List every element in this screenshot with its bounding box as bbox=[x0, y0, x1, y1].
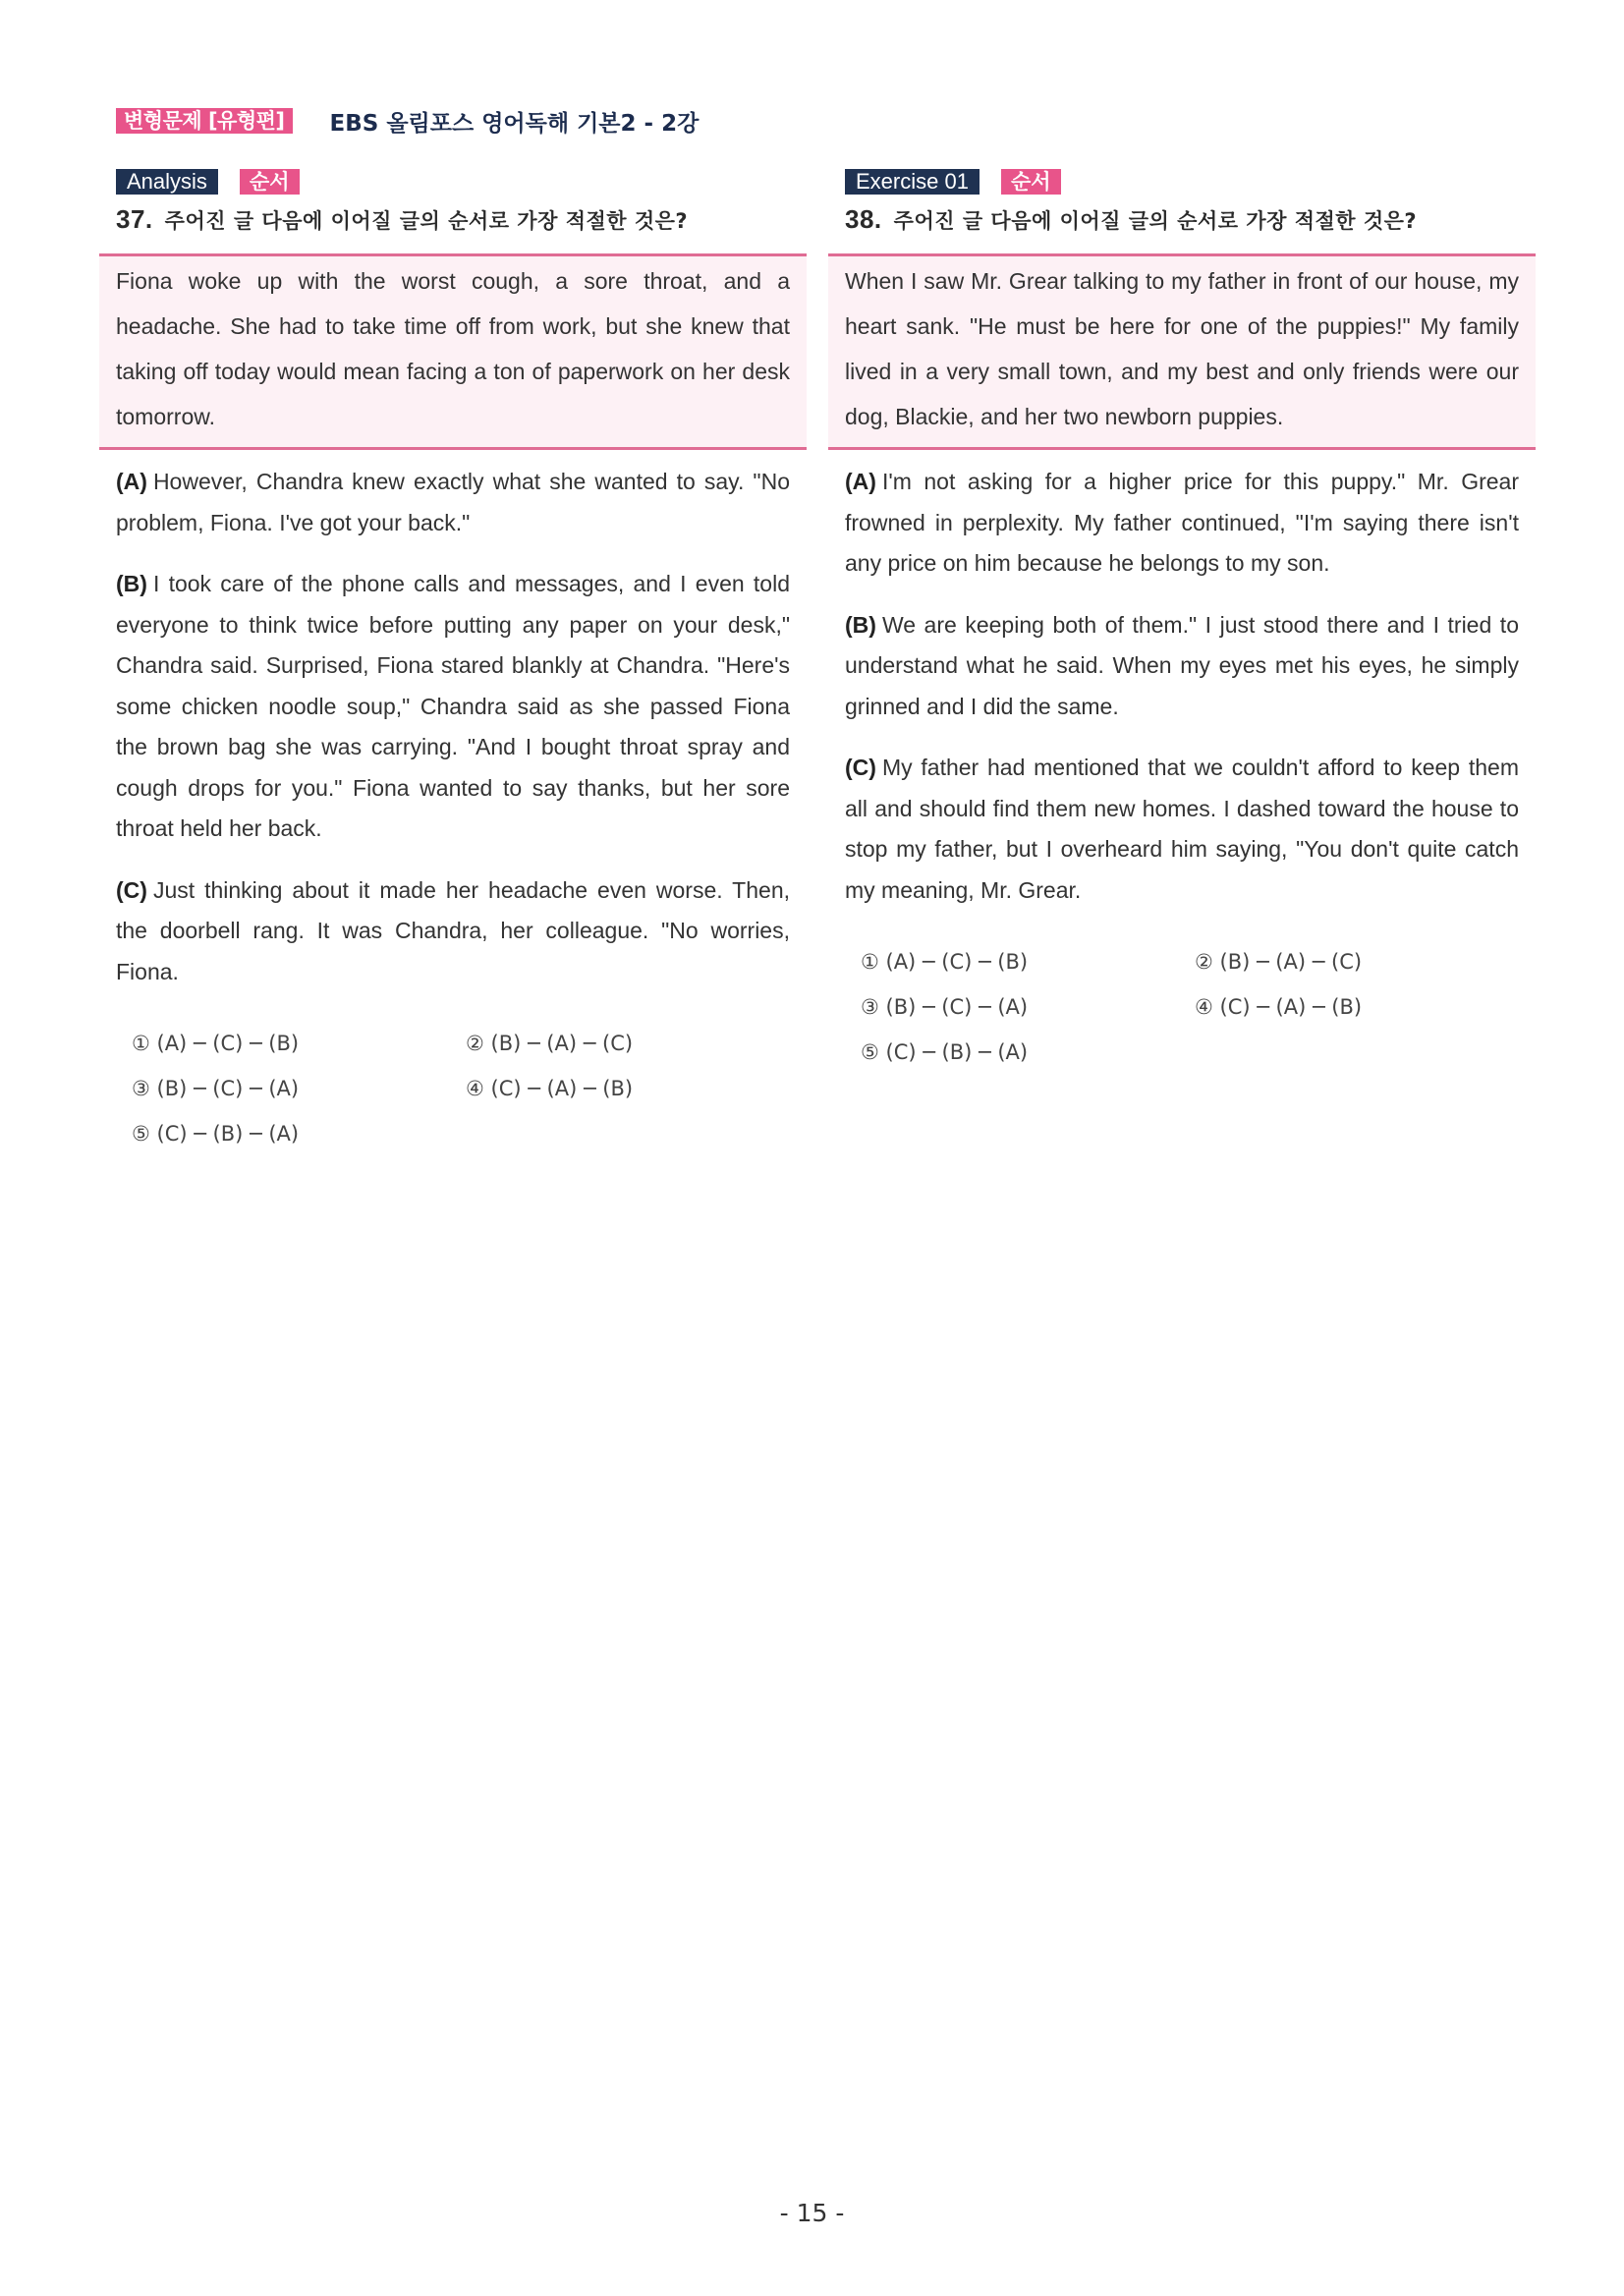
passage-mark: (C) bbox=[116, 876, 147, 903]
passage-text: However, Chandra knew exactly what she wanted to say. "No problem, Fiona. I've got your back." bbox=[116, 469, 790, 535]
answer-choices bbox=[132, 1026, 790, 1152]
header-tag: 변형문제 [유형편] bbox=[116, 108, 293, 134]
page-header bbox=[116, 106, 699, 136]
analysis-label: Analysis bbox=[116, 169, 218, 195]
passage-c bbox=[845, 748, 1519, 911]
choice-1[interactable]: ① (A) ─ (C) ─ (B) bbox=[861, 950, 1029, 974]
question-text: 주어진 글 다음에 이어질 글의 순서로 가장 적절한 것은? bbox=[893, 209, 1418, 233]
choice-1[interactable]: ① (A) ─ (C) ─ (B) bbox=[132, 1032, 300, 1055]
question-text: 주어진 글 다음에 이어질 글의 순서로 가장 적절한 것은? bbox=[164, 209, 689, 233]
page-number: - 15 - bbox=[779, 2199, 845, 2227]
choice-2[interactable]: ② (B) ─ (A) ─ (C) bbox=[1195, 950, 1363, 974]
question-38-column bbox=[845, 169, 1519, 1071]
type-label: 순서 bbox=[1001, 169, 1061, 195]
question-labels bbox=[116, 169, 790, 195]
question-labels bbox=[845, 169, 1519, 195]
passage-mark: (C) bbox=[845, 755, 876, 780]
passage-text: I took care of the phone calls and messages, and I even told everyone to think twice before putting any paper on your desk," Chandra said. Surprised, Fiona stared blankly at Chandra. "Here's some chicken noodle soup," Chandra said as she passed Fiona the brown bag she was carrying. "And I bought throat spray and cough drops for you." Fiona wanted to say thanks, but her sore throat held her back. bbox=[116, 571, 790, 841]
choice-2[interactable]: ② (B) ─ (A) ─ (C) bbox=[466, 1032, 634, 1055]
passage-text: My father had mentioned that we couldn't afford to keep them all and should find them new homes. I dashed toward the house to stop my father, but I overheard him saying, "You don't quite catch my meaning, Mr. Grear. bbox=[845, 755, 1519, 903]
choice-4[interactable]: ④ (C) ─ (A) ─ (B) bbox=[1195, 995, 1363, 1019]
passage-text: We are keeping both of them." I just stood there and I tried to understand what he said. When my eyes met his eyes, he simply grinned and I did the same. bbox=[845, 611, 1519, 719]
passage-c bbox=[116, 870, 790, 993]
passage-b bbox=[845, 605, 1519, 728]
passage-text: I'm not asking for a higher price for this puppy." Mr. Grear frowned in perplexity. My father continued, "I'm saying there isn't any price on him because he belongs to my son. bbox=[845, 469, 1519, 576]
passage-mark: (A) bbox=[845, 469, 876, 494]
passage-mark: (A) bbox=[116, 469, 147, 494]
intro-box bbox=[828, 253, 1536, 450]
passage-a bbox=[845, 462, 1519, 585]
passage-a bbox=[116, 462, 790, 543]
passage-text: Just thinking about it made her headache even worse. Then, the doorbell rang. It was Chandra, her colleague. "No worries, Fiona. bbox=[116, 876, 790, 984]
question-prompt bbox=[116, 204, 790, 238]
question-number: 37. bbox=[116, 204, 153, 234]
choice-3[interactable]: ③ (B) ─ (C) ─ (A) bbox=[132, 1077, 300, 1100]
exercise-label: Exercise 01 bbox=[845, 169, 980, 195]
answer-choices bbox=[861, 944, 1519, 1071]
passage-mark: (B) bbox=[845, 611, 876, 638]
choice-3[interactable]: ③ (B) ─ (C) ─ (A) bbox=[861, 995, 1029, 1019]
passage-b bbox=[116, 564, 790, 850]
choice-5[interactable]: ⑤ (C) ─ (B) ─ (A) bbox=[132, 1122, 300, 1146]
question-number: 38. bbox=[845, 204, 882, 234]
question-37-column bbox=[116, 169, 790, 1152]
header-title: EBS 올림포스 영어독해 기본2 - 2강 bbox=[329, 110, 700, 137]
choice-4[interactable]: ④ (C) ─ (A) ─ (B) bbox=[466, 1077, 634, 1100]
choice-5[interactable]: ⑤ (C) ─ (B) ─ (A) bbox=[861, 1040, 1029, 1064]
type-label: 순서 bbox=[240, 169, 300, 195]
intro-text: Fiona woke up with the worst cough, a sore throat, and a headache. She had to take time off from work, but she knew that taking off today would mean facing a ton of paperwork on her desk tomorrow. bbox=[116, 268, 790, 429]
question-prompt bbox=[845, 204, 1519, 238]
intro-box bbox=[99, 253, 807, 450]
passage-mark: (B) bbox=[116, 571, 147, 596]
intro-text: When I saw Mr. Grear talking to my father in front of our house, my heart sank. "He must be here for one of the puppies!" My family lived in a very small town, and my best and only friends were our dog, Blackie, and her two newborn puppies. bbox=[845, 268, 1519, 429]
